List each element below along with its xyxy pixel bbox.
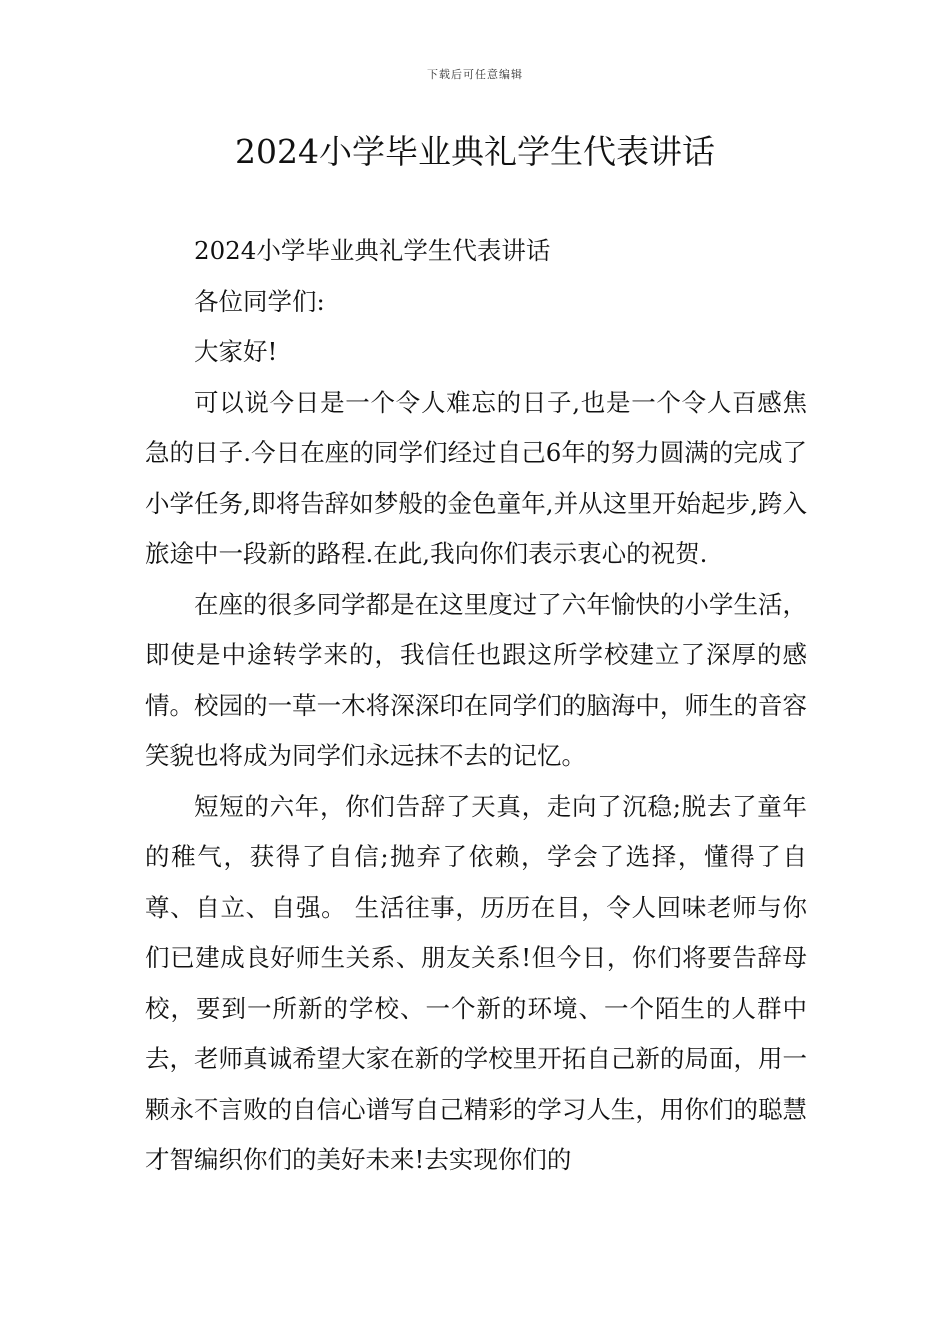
document-body xyxy=(145,226,807,1186)
paragraph-subtitle: 2024小学毕业典礼学生代表讲话 xyxy=(194,236,551,265)
paragraph-salutation: 各位同学们: xyxy=(194,286,325,316)
paragraph-memories: 在座的很多同学都是在这里度过了六年愉快的小学生活，即使是中途转学来的，我信任也跟这所学校建立了深厚的感情。校园的一草一木将深深印在同学们的脑海中，师生的音容笑貌也将成为同学们永远抹不去的记忆。 xyxy=(145,589,807,770)
paragraph-growth: 短短的六年，你们告辞了天真，走向了沉稳;脱去了童年的稚气，获得了自信;抛弃了依赖，学会了选择，懂得了自尊、自立、自强。 生活往事，历历在目，令人回味老师与你们已建成良好师生关系、朋友关系!但今日，你们将要告辞母校，要到一所新的学校、一个新的环境、一个陌生的人群中去，老师真诚希望大家在新的学校里开拓自己新的局面，用一颗永不言败的自信心谱写自己精彩的学习人生，用你们的聪慧才智编织你们的美好未来!去实现你们的 xyxy=(145,791,807,1174)
paragraph-greeting: 大家好! xyxy=(194,337,278,366)
header-note: 下载后可任意编辑 xyxy=(427,68,523,81)
paragraph-opening: 可以说今日是一个令人难忘的日子,也是一个令人百感焦急的日子.今日在座的同学们经过自己6年的努力圆满的完成了小学任务,即将告辞如梦般的金色童年,并从这里开始起步,跨入旅途中一段新的路程.在此,我向你们表示衷心的祝贺. xyxy=(145,387,807,568)
document-title: 2024小学毕业典礼学生代表讲话 xyxy=(235,132,715,171)
